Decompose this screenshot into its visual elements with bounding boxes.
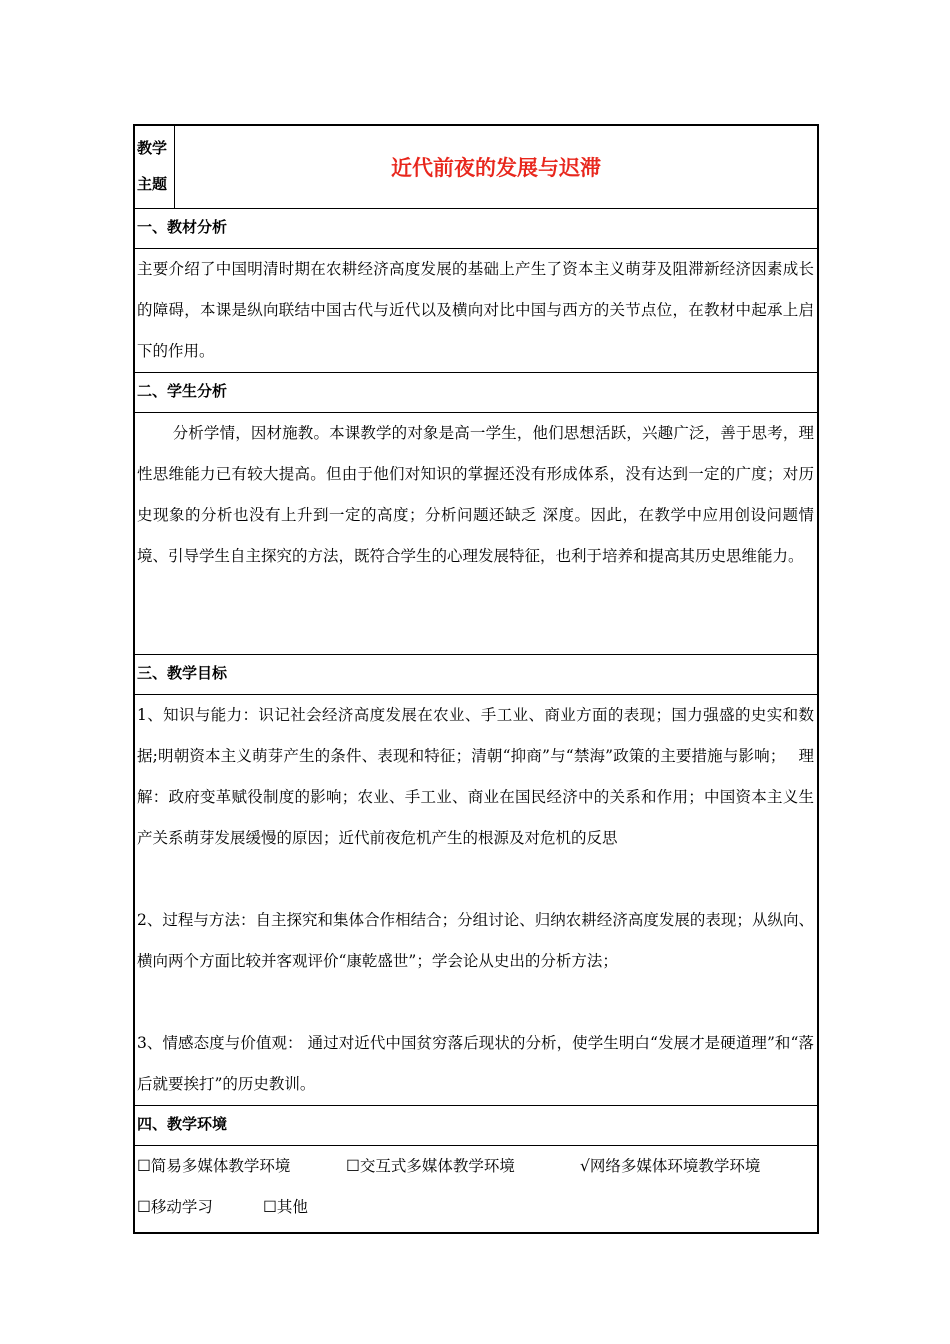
topic-label-line1: 教学 xyxy=(137,139,168,157)
env-option-simple-multimedia[interactable]: ☐简易多媒体教学环境 xyxy=(137,1157,291,1175)
student-analysis-text: 分析学情，因材施教。本课教学的对象是高一学生，他们思想活跃，兴趣广泛，善于思考，理性思维能力已有较大提高。但由于他们对知识的掌握还没有形成体系，没有达到一定的广度；对历史现象的分析也没有上升到一定的高度；分析问题还缺乏 深度。因此，在教学中应用创设问题情境、引导学生自主探究的方法，既符合学生的心理发展特征，也利于培养和提高其历史思维能力。 xyxy=(137,424,814,565)
section-heading-student-analysis: 二、学生分析 xyxy=(135,372,817,412)
env-option-mobile-learning[interactable]: ☐移动学习 xyxy=(137,1198,213,1216)
env-option-network-multimedia[interactable]: √网络多媒体环境教学环境 xyxy=(580,1157,761,1175)
env-option-other[interactable]: ☐其他 xyxy=(263,1198,308,1216)
title-row xyxy=(135,126,817,208)
topic-label xyxy=(135,126,175,208)
env-option-interactive-multimedia[interactable]: ☐交互式多媒体教学环境 xyxy=(346,1157,515,1175)
teaching-environment-body xyxy=(135,1145,817,1232)
lesson-title: 近代前夜的发展与迟滞 xyxy=(391,156,601,180)
student-analysis-body xyxy=(135,412,817,654)
textbook-analysis-body xyxy=(135,248,817,372)
goal-emotion-values: 3、情感态度与价值观： 通过对近代中国贫穷落后现状的分析，使学生明白“发展才是硬道理”和“落后就要挨打”的历史教训。 xyxy=(137,1034,814,1093)
section-heading-teaching-goals: 三、教学目标 xyxy=(135,654,817,694)
lesson-plan-table xyxy=(133,124,819,1234)
topic-label-line2: 主题 xyxy=(137,175,168,193)
teaching-goals-body xyxy=(135,694,817,1105)
goal-process-method: 2、过程与方法：自主探究和集体合作相结合；分组讨论、归纳农耕经济高度发展的表现；从纵向、横向两个方面比较并客观评价“康乾盛世”；学会论从史出的分析方法； xyxy=(137,911,814,970)
goal-knowledge-ability: 1、知识与能力：识记社会经济高度发展在农业、手工业、商业方面的表现；国力强盛的史实和数据;明朝资本主义萌芽产生的条件、表现和特征；清朝“抑商”与“禁海”政策的主要措施与影响； 理解：政府变革赋役制度的影响；农业、手工业、商业在国民经济中的关系和作用；中国资本主义生产关系萌芽发展缓慢的原因；近代前夜危机产生的根源及对危机的反思 xyxy=(137,706,814,847)
textbook-analysis-text: 主要介绍了中国明清时期在农耕经济高度发展的基础上产生了资本主义萌芽及阻滞新经济因素成长的障碍，本课是纵向联结中国古代与近代以及横向对比中国与西方的关节点位，在教材中起承上启下的作用。 xyxy=(137,260,814,360)
section-heading-textbook-analysis: 一、教材分析 xyxy=(135,208,817,248)
section-heading-teaching-environment: 四、教学环境 xyxy=(135,1105,817,1145)
